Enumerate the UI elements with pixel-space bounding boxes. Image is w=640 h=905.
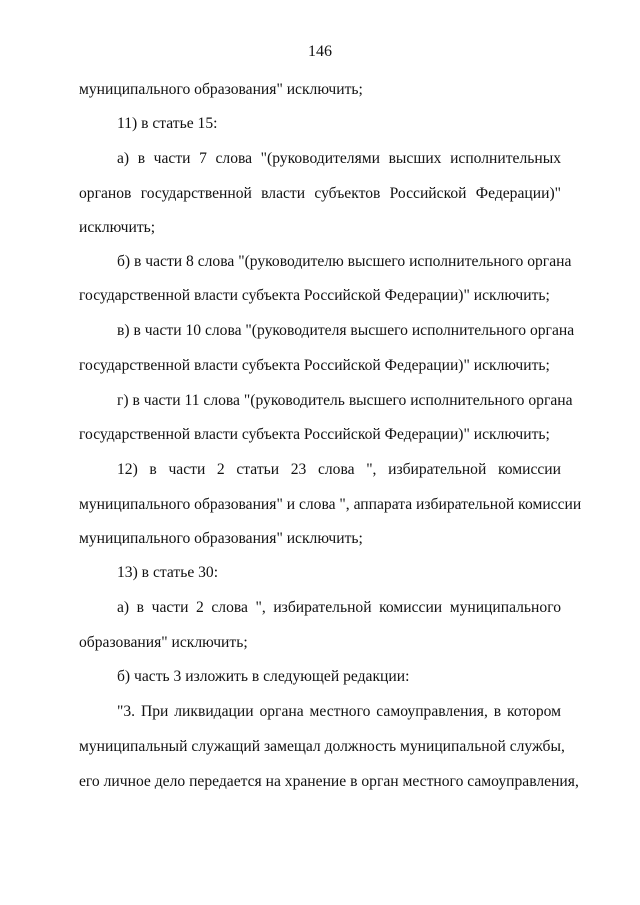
text-line: г) в части 11 слова "(руководитель высшего исполнительного органа: [117, 392, 573, 409]
text-line: государственной власти субъекта Российской Федерации)" исключить;: [79, 426, 550, 443]
text-line: 12) в части 2 статьи 23 слова ", избирательной комиссии: [117, 461, 561, 478]
text-line: государственной власти субъекта Российской Федерации)" исключить;: [79, 287, 550, 304]
text-line: а) в части 2 слова ", избирательной комиссии муниципального: [117, 599, 561, 616]
text-line: в) в части 10 слова "(руководителя высшего исполнительного органа: [117, 322, 575, 339]
text-line: его личное дело передается на хранение в орган местного самоуправления,: [79, 773, 579, 790]
text-line: а) в части 7 слова "(руководителями высших исполнительных: [117, 150, 561, 167]
page-number: 146: [308, 43, 332, 60]
text-line: исключить;: [79, 219, 156, 236]
text-line: 13) в статье 30:: [117, 564, 219, 581]
text-line: муниципальный служащий замещал должность муниципальной службы,: [79, 738, 565, 755]
text-line: муниципального образования" исключить;: [79, 530, 363, 547]
text-line: муниципального образования" исключить;: [79, 81, 363, 98]
text-line: образования" исключить;: [79, 634, 248, 651]
text-line: 11) в статье 15:: [117, 115, 218, 132]
text-line: "3. При ликвидации органа местного самоуправления, в котором: [117, 703, 561, 720]
text-line: б) в части 8 слова "(руководителю высшего исполнительного органа: [117, 253, 572, 270]
text-line: б) часть 3 изложить в следующей редакции:: [117, 668, 410, 685]
text-line: муниципального образования" и слова ", аппарата избирательной комиссии: [79, 496, 582, 513]
text-line: государственной власти субъекта Российской Федерации)" исключить;: [79, 357, 550, 374]
text-line: органов государственной власти субъектов Российской Федерации)": [79, 185, 561, 202]
